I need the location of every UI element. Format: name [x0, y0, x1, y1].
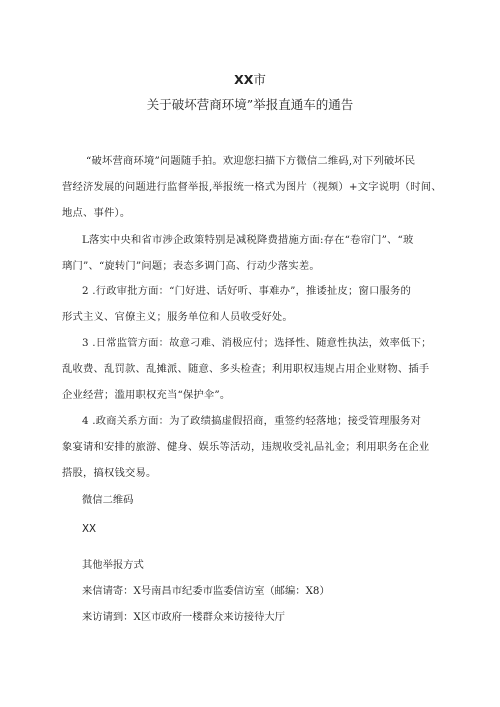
notice-city-heading — [0, 72, 500, 88]
item-4-paragraph — [62, 408, 444, 486]
item-2-line-1: 2 .行政审批方面：“门好进、话好听、事难办”，推诿扯皮；窗口服务的 — [82, 285, 412, 297]
item-3-line-1: 3 .日常监管方面：故意刁难、消极应付；选择性、随意性执法，效率低下； — [82, 337, 432, 349]
intro-line-3: 地点、事件）。 — [62, 207, 131, 219]
item-1-line-1: L落实中央和省市涉企政策特别是减税降费措施方面:存在“卷帘门”、“玻 — [82, 234, 414, 246]
qr-code-placeholder: XX — [82, 523, 97, 535]
item-3-line-2: 乱收费、乱罚款、乱摊派、随意、多头检查；利用职权违规占用企业财物、插手 — [62, 363, 430, 375]
item-1-line-2: 璃门”、“旋转门”问题；表态多调门高、行动少落实差。 — [62, 260, 320, 272]
item-3-line-3: 企业经营；滥用职权充当“保护伞”。 — [62, 389, 231, 401]
item-2-paragraph — [62, 278, 444, 330]
notice-title: 关于破坏营商环境”举报直通车的通告 — [146, 97, 354, 112]
mail-address-line: 来信请寄：X号南昌市纪委市监委信访室（邮编：X8） — [82, 585, 330, 597]
wechat-qr-label: 微信二维码 — [82, 494, 134, 506]
city-suffix: 市 — [253, 72, 266, 87]
city-prefix: XX — [234, 72, 254, 87]
intro-paragraph — [62, 148, 444, 226]
item-2-line-2: 形式主义、官僚主义；服务单位和人员收受好处。 — [62, 311, 293, 323]
visit-address-line: 来访请到：X区市政府一楼群众来访接待大厅 — [82, 611, 285, 623]
other-methods-label: 其他举报方式 — [82, 559, 144, 571]
item-4-line-3: 搭股，搞权钱交易。 — [62, 467, 157, 479]
item-1-paragraph — [62, 227, 444, 279]
item-3-paragraph — [62, 330, 444, 408]
intro-line-2: 营经济发展的问题进行监督举报,举报统一格式为图片（视频）+文字说明（时间、 — [62, 181, 442, 193]
item-4-line-2: 象宴请和安排的旅游、健身、娱乐等活动，违规收受礼品礼金；利用职务在企业 — [62, 441, 430, 453]
item-4-line-1: 4 .政商关系方面：为了政绩搞虚假招商，重签约轻落地；接受管理服务对 — [82, 415, 422, 427]
intro-line-1: “破坏营商环境”问题随手拍。欢迎您扫描下方微信二维码,对下列破坏民 — [86, 155, 416, 167]
